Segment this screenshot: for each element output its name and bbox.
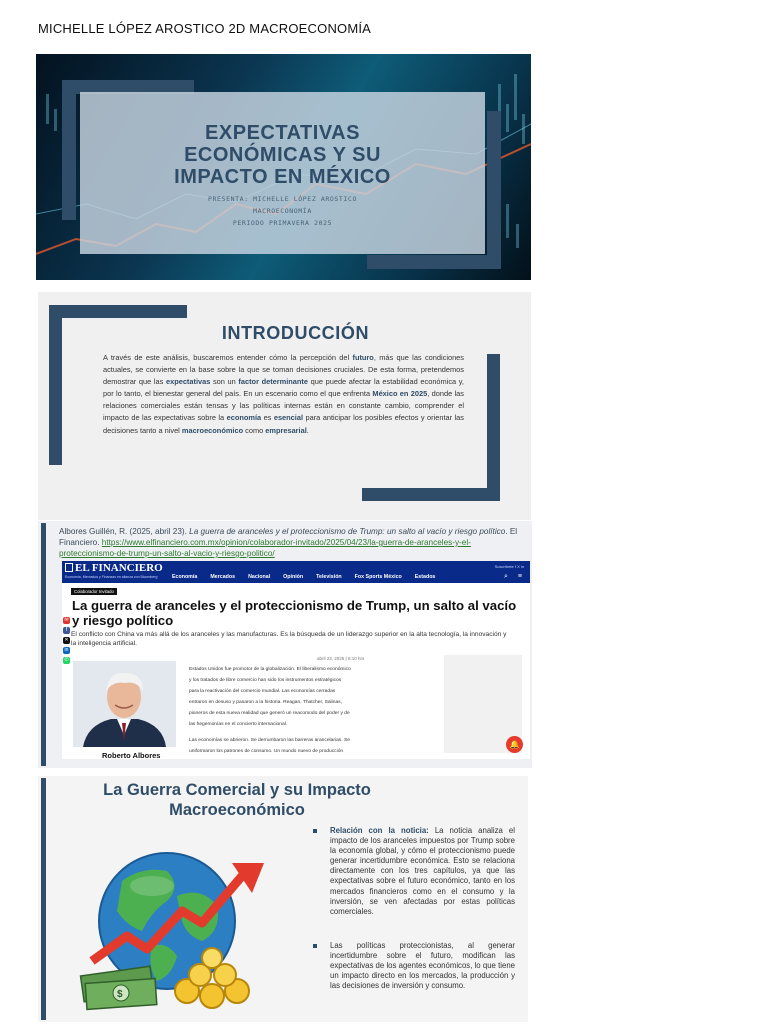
title-line: La Guerra Comercial y su Impacto: [103, 781, 371, 799]
title-line: IMPACTO EN MÉXICO: [174, 166, 391, 188]
slide-title: [52, 780, 422, 820]
slide-title: INTRODUCCIÓN: [221, 323, 370, 343]
emphasis-text: expectativas: [165, 377, 211, 387]
author-portrait-icon: [73, 661, 176, 747]
email-icon[interactable]: ✉: [64, 617, 69, 623]
article-line: entraron en desuso y pasaron a la historia. Reagan, Thatcher, Salinas,: [189, 700, 342, 705]
article-deck: El conflicto con China va más allá de los aranceles y las manufacturas. Es la búsqueda de un liderazgo superior en la alta tecnología, la innovación y la inteligencia artificial.: [71, 631, 507, 647]
section-tag[interactable]: Colaborador Invitado: [71, 588, 117, 595]
site-logo[interactable]: [65, 562, 163, 574]
introduction-slide: [38, 292, 531, 520]
article-body: [189, 664, 399, 757]
svg-text:$: $: [117, 989, 123, 1000]
citation-source: . El Financiero.: [59, 527, 518, 547]
facebook-icon[interactable]: f: [63, 627, 70, 634]
citation-title: La guerra de aranceles y el proteccionismo de Trump: un salto al vacío y riesgo político: [189, 527, 506, 536]
logo-icon: [65, 563, 73, 572]
menu-item[interactable]: Nacional: [248, 574, 271, 580]
trade-war-slide: [38, 776, 528, 1022]
presenter-line: PRESENTA: MICHELLE LÓPEZ AROSTICO: [208, 195, 357, 203]
menu-item[interactable]: Mercados: [210, 574, 236, 580]
menu-item[interactable]: Opinión: [283, 574, 304, 580]
site-tagline: Economía, Mercados y Finanzas en alianza con Bloomberg: [65, 575, 158, 579]
notification-bell-icon[interactable]: 🔔: [506, 736, 523, 753]
menu-item[interactable]: Fox Sports México: [354, 574, 402, 580]
introduction-paragraph: [103, 352, 464, 437]
bullet-text: La noticia analiza el impacto de los aranceles impuestos por Trump sobre la economía global, y cómo el proteccionismo puede generar incertidumbre económica. Esto se relaciona directamente con los tres capítulos, ya que las expectativas sobre el futuro económico, tanto en los mercados financieros como en el consumo y la inversión, se ven afectadas por estas políticas comerciales.: [330, 826, 515, 916]
paragraph-text: que puede afectar la estabilidad económica y, por lo tanto, el bienestar general del país. En un escenario como el que enfrenta: [103, 377, 464, 399]
article-headline: La guerra de aranceles y el proteccionismo de Trump, un salto al vacío y riesgo político: [72, 598, 517, 628]
citation-link[interactable]: https://www.elfinanciero.com.mx/opinion/colaborador-invitado/2025/04/23/la-guerra-de-aranceles-y-el-proteccionismo-de-trump-un-salto-al-vacio-y-riesgo-politico/: [59, 538, 471, 558]
emphasis-text: macroeconómico: [181, 425, 244, 435]
subject-line: MACROECONOMÍA: [253, 207, 312, 215]
globe-money-arrow-illustration: [72, 841, 272, 1016]
bullet-item: [313, 941, 515, 991]
author-name[interactable]: Roberto Albores: [102, 751, 161, 759]
title-panel: [80, 92, 485, 254]
x-icon[interactable]: ✕: [64, 637, 69, 643]
emphasis-text: economía: [226, 413, 262, 423]
paragraph-text: , donde las relaciones comerciales están tensas y las políticas internas están en constante cambio, comprender el impacto de las expectativas sobre la: [103, 389, 464, 423]
menu-item[interactable]: Economía: [172, 574, 198, 580]
bullet-item: [313, 826, 515, 917]
logo-text: EL FINANCIERO: [75, 562, 163, 574]
emphasis-text: esencial: [273, 413, 304, 423]
paragraph-text: son un: [210, 377, 239, 387]
paragraph-text: , más que las condiciones actuales, se convierte en la base sobre la que se toman decisiones cruciales. De esta forma, pretendemos demostrar que las: [103, 353, 464, 387]
article-line: Estados Unidos fue promotor de la globalización. El liberalismo económico: [189, 667, 351, 672]
news-reference-slide: [38, 521, 532, 768]
article-line: uniformaron los patrones de consumo. Un mundo nuevo de producción: [189, 749, 344, 754]
accent-bar: [41, 778, 46, 1020]
article-line: las hegemonías en el concierto internacional.: [189, 722, 288, 727]
author-photo: [73, 661, 176, 747]
period-line: PERIODO PRIMAVERA 2025: [232, 219, 333, 227]
accent-bar: [41, 523, 46, 766]
paragraph-text: .: [306, 425, 309, 435]
linkedin-icon[interactable]: in: [64, 647, 69, 653]
menu-item[interactable]: Estados: [414, 574, 436, 580]
title-slide: [36, 54, 531, 280]
paragraph-text: A través de este análisis, buscaremos entender cómo la percepción del: [103, 353, 353, 362]
emphasis-text: empresarial: [265, 425, 307, 435]
document-header: MICHELLE LÓPEZ AROSTICO 2D MACROECONOMÍA: [38, 21, 372, 36]
emphasis-text: futuro: [352, 353, 374, 362]
bullet-text: Las políticas proteccionistas, al generar incertidumbre sobre el futuro, modifican las expectativas de los agentes económicos, lo que tiene un impacto directo en los mercados, la producción y las decisiones de inversión y consumo.: [330, 940, 515, 991]
whatsapp-icon[interactable]: ✆: [64, 657, 69, 663]
citation: [59, 526, 527, 559]
menu-icon[interactable]: ≡: [517, 573, 522, 580]
paragraph-text: es: [261, 413, 274, 423]
bullet-square-icon: [313, 829, 317, 833]
title-line: ECONÓMICAS Y SU: [184, 144, 381, 166]
share-bar: [63, 617, 72, 664]
article-date: abril 23, 2025 | 6:10 hrs: [317, 656, 365, 661]
money-stack-icon: [81, 966, 157, 1009]
slide-title: [80, 122, 485, 188]
bullet-square-icon: [313, 944, 317, 948]
emphasis-text: México en 2025: [372, 389, 428, 399]
nav-icons: [504, 573, 522, 581]
emphasis-text: factor determinante: [238, 377, 308, 387]
subscribe-links[interactable]: Suscríbete f X in: [494, 564, 524, 569]
paragraph-text: como: [243, 425, 266, 435]
bullet-label: Relación con la noticia:: [330, 826, 429, 835]
citation-author: Albores Guillén, R. (2025, abril 23).: [59, 527, 190, 536]
article-line: y los tratados de libre comercio han sido los instrumentos estratégicos: [189, 678, 342, 683]
site-navbar: [62, 561, 530, 583]
title-line: EXPECTATIVAS: [205, 122, 360, 144]
site-menu: [172, 574, 435, 580]
title-line: Macroeconómico: [169, 801, 305, 819]
search-icon[interactable]: ⌕: [503, 573, 508, 580]
article-line: para la reactivación del comercio mundial. Las economías cerradas: [189, 689, 336, 694]
paragraph-text: para anticipar los posibles efectos y orientar las decisiones tanto a nivel: [103, 413, 464, 435]
article-line: Las economías se abrieron. Se derrumbaron las barreras arancelarias. Se: [189, 738, 350, 743]
menu-item[interactable]: Televisión: [316, 574, 342, 580]
article-line: pioneros de esta nueva realidad que generó un reacomodo del poder y de: [189, 711, 350, 716]
news-screenshot: [62, 561, 530, 759]
bullet-list: [313, 826, 515, 991]
